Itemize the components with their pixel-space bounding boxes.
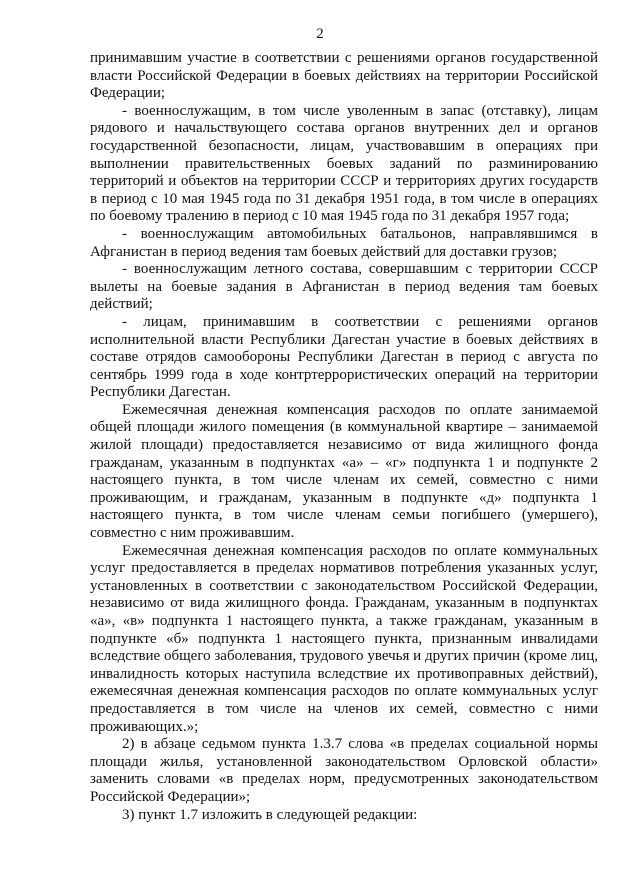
- paragraph-continuation: принимавшим участие в соответствии с решениями органов государственной власти Российской Федерации в боевых действиях на территории Российской Федерации;: [90, 50, 598, 102]
- paragraph-utilities-compensation: Ежемесячная денежная компенсация расходов по оплате коммунальных услуг предоставляется в пределах нормативов потребления указанных услуг, установленных в соответствии с законодательством Российской Федерации, независимо от вида жилищного фонда. Гражданам, указанным в подпунктах «а», «в» подпункта 1 настоящего пункта, а также гражданам, указанным в подпункте «б» подпункта 1 настоящего пункта, признанным инвалидами вследствие общего заболевания, трудового увечья и других причин (кроме лиц, инвалидность которых наступила вследствие их противоправных действий), ежемесячная денежная компенсация расходов по оплате коммунальных услуг предоставляется в том числе на членов их семей, совместно с ними проживающих.»;: [90, 542, 598, 735]
- amendment-item-3: 3) пункт 1.7 изложить в следующей редакции:: [122, 806, 418, 823]
- page-number: 2: [316, 26, 324, 42]
- document-body: [90, 50, 598, 824]
- amendment-item-2: 2) в абзаце седьмом пункта 1.3.7 слова «в пределах социальной нормы площади жилья, установленной законодательством Орловской области» заменить словами «в пределах норм, предусмотренных законодательством Российской Федерации»;: [90, 736, 598, 805]
- paragraph-housing-compensation: Ежемесячная денежная компенсация расходов по оплате занимаемой общей площади жилого помещения (в коммунальной квартире – занимаемой жилой площади) предоставляется независимо от вида жилищного фонда гражданам, указанным в подпунктах «а» – «г» подпункта 1 и подпункте 2 настоящего пункта, в том числе членам их семей, совместно с ними проживающим, и гражданам, указанным в подпункте «д» подпункта 1 настоящего пункта, в том числе членам семьи погибшего (умершего), совместно с ним проживавшим.: [90, 401, 598, 542]
- list-item-dagestan-militia: - лицам, принимавшим в соответствии с решениями органов исполнительной власти Республики Дагестан участие в боевых действиях в составе отрядов самообороны Республики Дагестан в период с августа по сентябрь 1999 года в ходе контртеррористических операций на территории Республики Дагестан.: [90, 313, 598, 401]
- list-item-deminers: - военнослужащим, в том числе уволенным в запас (отставку), лицам рядового и начальствующего состава органов внутренних дел и органов государственной безопасности, лицам, участвовавшим в операциях при выполнении правительственных боевых заданий по разминированию территорий и объектов на территории СССР и территориях других государств в период с 10 мая 1945 года по 31 декабря 1951 года, в том числе в операциях по боевому тралению в период с 10 мая 1945 года по 31 декабря 1957 года;: [90, 102, 598, 225]
- list-item-auto-battalions: - военнослужащим автомобильных батальонов, направлявшимся в Афганистан в период ведения там боевых действий для доставки грузов;: [90, 225, 598, 260]
- list-item-flight-crew: - военнослужащим летного состава, совершавшим с территории СССР вылеты на боевые задания в Афганистан в период ведения там боевых действий;: [90, 261, 598, 313]
